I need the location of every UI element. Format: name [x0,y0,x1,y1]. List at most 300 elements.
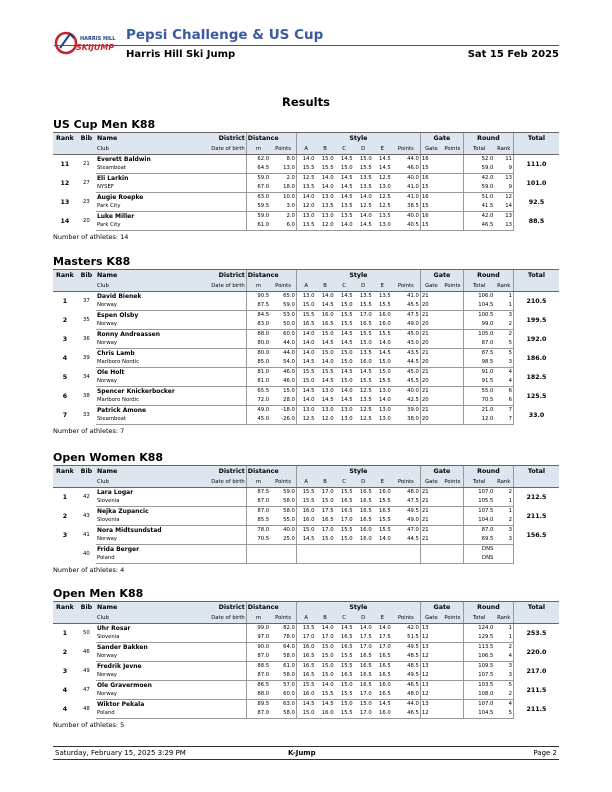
jump-value: 13.5 [315,202,334,212]
jump-value: 21 [420,516,441,526]
jump-value [442,339,463,349]
table-row [53,643,559,653]
jump-value [442,183,463,193]
jump-value: 40.0 [407,388,419,394]
results-section [53,118,559,243]
jump-value: 15.5 [335,652,354,662]
table-row [53,339,559,349]
athlete-club: NYSEF [96,183,246,193]
jump-value: 13.0 [296,406,315,416]
col-sub-m: m [246,613,270,624]
jump-value: 43.0 [392,339,421,349]
jump-value: 64.5 [246,164,270,174]
jump-value [442,709,463,719]
jump-value: 16.5 [354,516,373,526]
jump-value: 12.5 [359,407,372,413]
col-sub-a: A [296,477,315,488]
jump-value: 15 [420,202,441,212]
jump-value: 14.5 [340,194,353,200]
results-heading: Results [282,95,330,109]
athlete-total: 192.0 [513,330,559,349]
jump-value: 14.0 [359,625,372,631]
jump-value: 46.5 [463,221,494,231]
athlete-bib: 38 [83,392,90,399]
jump-value: 14.0 [321,293,334,299]
jump-value: 45.5 [392,377,421,387]
jump-value [373,554,392,564]
col-blank [53,144,77,155]
jump-value: 2.0 [286,175,295,181]
table-row [53,545,559,555]
jump-value [442,415,463,425]
jump-value: 16.5 [315,320,334,330]
venue-name: Harris Hill Ski Jump [126,49,236,60]
jump-value: 43.5 [407,350,419,356]
jump-value: 14.0 [359,213,372,219]
col-sub-round_total: Total [463,281,494,292]
jump-value: 45.0 [407,369,419,375]
col-round: Round [463,133,513,145]
jump-value: 14.5 [296,700,315,710]
jump-value: 16.5 [359,508,372,514]
jump-value: 16.0 [296,507,315,517]
jump-value: 1 [494,497,513,507]
athlete-name: Ole Holt [96,369,125,376]
col-sub-round_rank: Rank [494,144,513,155]
jump-value: 104.0 [463,516,494,526]
jump-value: 87.0 [246,671,270,681]
jump-value [442,221,463,231]
col-sub-gate_sub: Gate [420,613,441,624]
jump-value: 2 [494,690,513,700]
jump-value: 16.5 [359,489,372,495]
jump-value [315,554,334,564]
col-blank [53,477,77,488]
jump-value: 44.5 [392,358,421,368]
jump-value: 16.0 [354,358,373,368]
jump-value: 59.0 [246,174,270,184]
athlete-total: 92.5 [513,193,559,212]
jump-value: 17.0 [321,489,334,495]
athlete-club: Norway [96,671,246,681]
jump-value: 14.5 [296,387,315,397]
jump-value: 12.5 [296,174,315,184]
jump-value [335,545,354,555]
jump-value: 13.0 [321,213,334,219]
athlete-name: Everett Baldwin [96,156,151,163]
jump-value [442,507,463,517]
jump-value: 8.0 [286,156,295,162]
jump-value: 99.0 [463,320,494,330]
jump-value: 49.5 [407,644,419,650]
jump-value: 17.0 [354,709,373,719]
col-style: Style [296,466,420,478]
col-blank [513,144,559,155]
jump-value: 15.0 [335,358,354,368]
results-section [53,255,559,437]
jump-value: 14.0 [296,396,315,406]
jump-value: 51.0 [463,193,494,203]
jump-value: 20 [420,301,441,311]
jump-value [442,377,463,387]
jump-value: 82.0 [283,625,295,631]
jump-value: 13.0 [379,407,391,413]
jump-value: 48.0 [407,489,419,495]
col-blank [77,144,96,155]
jump-value: 20 [420,415,441,425]
col-rank: Rank [53,133,77,145]
table-row [53,183,559,193]
jump-value: 21 [420,292,441,302]
jump-value: 14.5 [379,350,391,356]
jump-value: 48.5 [407,663,419,669]
jump-value: 12 [505,194,512,200]
jump-value: 6.0 [270,221,296,231]
jump-value: 15.0 [340,350,353,356]
jump-value: 16.5 [354,320,373,330]
jump-value: 58.0 [283,508,295,514]
jump-value: 87.5 [246,488,270,498]
jump-value: 15.5 [296,681,315,691]
jump-value: 15.5 [354,301,373,311]
jump-value: 20 [420,377,441,387]
jump-value: 13.5 [296,183,315,193]
jump-value: 12.0 [296,202,315,212]
athlete-total: 211.5 [513,700,559,719]
jump-value: 62.0 [246,155,270,165]
jump-value: 14.5 [340,331,353,337]
table-row [53,292,559,302]
jump-value: 5 [494,709,513,719]
jump-value: 41.5 [463,202,494,212]
jump-value: 5 [494,339,513,349]
jump-value: 46.5 [392,709,421,719]
athlete-name: Ole Gravermoen [96,682,152,689]
table-row [53,349,559,359]
athlete-total: 220.0 [513,643,559,662]
athlete-club: Steamboat [96,164,246,174]
jump-value: 52.0 [463,155,494,165]
jump-value: 13.0 [296,292,315,302]
col-sub-a: A [296,144,315,155]
jump-value: 104.5 [463,301,494,311]
jump-value [442,681,463,691]
athlete-bib: 37 [83,297,90,304]
jump-value: 14.5 [359,369,372,375]
jump-value: 15.5 [340,489,353,495]
jump-value: 13.0 [296,212,315,222]
jump-value: 6 [508,388,512,394]
col-sub-b: B [315,281,334,292]
jump-value: 41.0 [392,183,421,193]
athlete-total: 211.5 [513,681,559,700]
jump-value: 14.5 [335,339,354,349]
jump-value: 49.0 [392,320,421,330]
table-row [53,497,559,507]
jump-value [442,349,463,359]
jump-value: 105.0 [463,330,494,340]
jump-value: 87.5 [463,349,494,359]
jump-value: 85.0 [246,358,270,368]
athlete-club: Steamboat [96,415,246,425]
jump-value [442,387,463,397]
col-distance: Distance [246,602,296,614]
jump-value: 6 [494,396,513,406]
jump-value [246,545,270,555]
table-row [53,652,559,662]
jump-value: 17.0 [335,516,354,526]
jump-value: 42.0 [407,625,419,631]
col-blank [53,613,77,624]
col-sub-round_total: Total [463,613,494,624]
col-sub-round_rank: Rank [494,477,513,488]
jump-value: 69.5 [463,535,494,545]
jump-value [420,554,441,564]
col-sub-b: B [315,144,334,155]
jump-value [442,368,463,378]
col-name: Name [96,602,180,614]
jump-value: 21 [420,526,441,536]
jump-value: 59.0 [463,183,494,193]
jump-value [494,554,513,564]
jump-value: 15.5 [373,301,392,311]
jump-value: 2 [494,516,513,526]
athlete-bib: 40 [83,550,90,557]
athlete-bib: 21 [83,160,90,167]
jump-value: 15.0 [296,377,315,387]
jump-value [442,554,463,564]
jump-value: 15.0 [373,358,392,368]
jump-value: 16.0 [379,489,391,495]
jump-value: 38.5 [392,202,421,212]
athletes-count: Number of athletes: 4 [53,566,125,574]
section-title: Masters K88 [53,255,131,268]
athlete-rank: 5 [62,373,68,381]
harris-hill-logo [54,26,120,60]
jump-value: 15.0 [359,156,372,162]
jump-value: 15.0 [321,331,334,337]
jump-value: 14.5 [315,339,334,349]
jump-value: 13 [505,213,512,219]
jump-value: 45.0 [407,331,419,337]
jump-value: 15 [420,183,441,193]
col-sub-round_total: Total [463,477,494,488]
jump-value: 13.0 [379,388,391,394]
col-blank [77,477,96,488]
athlete-rank: 2 [62,648,68,656]
jump-value: 7 [494,415,513,425]
jump-value: 87.0 [463,526,494,536]
athlete-bib: 36 [83,335,90,342]
jump-value: 14.0 [373,535,392,545]
col-total: Total [513,270,559,282]
col-dob: Date of birth [179,613,246,624]
jump-value: 1 [508,625,512,631]
jump-value: 15.0 [296,526,315,536]
athlete-total: 88.5 [513,212,559,231]
jump-value: 16.5 [296,652,315,662]
col-sub-e: E [373,613,392,624]
jump-value: 4 [508,369,512,375]
athlete-rank: 2 [62,512,68,520]
table-row [53,212,559,222]
jump-value [442,301,463,311]
jump-value: 16.5 [335,671,354,681]
jump-value [442,320,463,330]
col-sub-points: Points [392,613,421,624]
jump-value: 129.5 [463,633,494,643]
athlete-club: Norway [96,320,246,330]
jump-value: 16.0 [296,516,315,526]
jump-value: 4 [494,377,513,387]
col-style: Style [296,270,420,282]
jump-value: 13 [420,643,441,653]
jump-value: 40.0 [407,175,419,181]
jump-value: 15.0 [315,535,334,545]
athlete-club: Slovenia [96,497,246,507]
jump-value [442,497,463,507]
jump-value: 15.5 [354,164,373,174]
athlete-club: Norway [96,301,246,311]
jump-value: 16 [420,155,441,165]
col-bib: Bib [77,466,96,478]
jump-value: 81.0 [246,377,270,387]
col-club: Club [96,144,180,155]
jump-value: 106.5 [463,652,494,662]
jump-value: 14.0 [296,330,315,340]
jump-value [442,488,463,498]
athlete-rank: 6 [62,392,68,400]
athlete-name: Sander Bakken [96,644,148,651]
athlete-total: 186.0 [513,349,559,368]
col-sub-e: E [373,281,392,292]
jump-value: 21 [420,387,441,397]
jump-value: 45.5 [392,301,421,311]
jump-value: 18.0 [270,183,296,193]
jump-value: 15.0 [315,652,334,662]
col-total: Total [513,133,559,145]
jump-value: 16.0 [321,312,334,318]
jump-value [392,554,421,564]
jump-value: 4 [508,701,512,707]
col-sub-points: Points [442,613,463,624]
jump-value: 45.0 [246,415,270,425]
jump-value: 21 [420,406,441,416]
col-distance: Distance [246,270,296,282]
jump-value: 105.5 [463,497,494,507]
jump-value [442,212,463,222]
table-row [53,396,559,406]
jump-value: 14.0 [321,682,334,688]
footer-center: K-Jump [288,749,316,757]
jump-value: 17.0 [321,527,334,533]
col-sub-points: Points [442,281,463,292]
jump-value: 44.0 [270,339,296,349]
jump-value: 48.0 [392,690,421,700]
jump-value: 15.0 [321,663,334,669]
athlete-total: 211.5 [513,507,559,526]
jump-value: 39.0 [407,407,419,413]
jump-value: 15.5 [354,377,373,387]
jump-value: 58.0 [270,497,296,507]
jump-value: 14.5 [379,701,391,707]
col-sub-points: Points [392,144,421,155]
section-title: Open Men K88 [53,587,144,600]
jump-value: 42.0 [463,174,494,184]
jump-value: 14.0 [296,155,315,165]
jump-value: 14.0 [296,349,315,359]
footer-page: Page 2 [533,749,557,757]
table-row [53,202,559,212]
jump-value: 15.5 [315,690,334,700]
col-rank: Rank [53,602,77,614]
jump-value: 84.5 [246,311,270,321]
col-sub-a: A [296,281,315,292]
jump-value: 16.0 [373,320,392,330]
athletes-count: Number of athletes: 5 [53,721,125,729]
jump-value: 106.0 [463,292,494,302]
jump-value: 50.0 [270,320,296,330]
athlete-club: Park City [96,221,246,231]
jump-value: 15.0 [296,301,315,311]
jump-value [442,633,463,643]
col-sub-gate_sub: Gate [420,477,441,488]
col-bib: Bib [77,133,96,145]
athlete-name: Augie Roepke [96,194,144,201]
jump-value: 16.0 [379,312,391,318]
jump-value: 61.0 [246,221,270,231]
jump-value: 15.5 [373,516,392,526]
jump-value: 87.0 [246,497,270,507]
jump-value: 16.5 [373,690,392,700]
col-sub-m: m [246,281,270,292]
jump-value: 67.0 [246,183,270,193]
col-round: Round [463,466,513,478]
jump-value: 59.0 [283,489,295,495]
jump-value: 15.5 [335,320,354,330]
jump-value: 15.5 [379,527,391,533]
jump-value: 16.5 [354,497,373,507]
jump-value: 61.0 [283,663,295,669]
jump-value: 21 [420,535,441,545]
jump-value: 49.5 [392,671,421,681]
jump-value: 49.0 [246,406,270,416]
jump-value: 38.0 [392,415,421,425]
jump-value: 12 [420,671,441,681]
col-name: Name [96,270,180,282]
jump-value: 14.5 [379,156,391,162]
jump-value: 17.0 [359,644,372,650]
jump-value: 15.0 [335,377,354,387]
jump-value: 14.0 [321,625,334,631]
col-sub-e: E [373,144,392,155]
jump-value: 46.0 [270,377,296,387]
jump-value: 44.5 [392,535,421,545]
jump-value: 81.0 [246,368,270,378]
athlete-total: 212.5 [513,488,559,507]
athlete-bib: 41 [83,531,90,538]
athlete-bib: 33 [83,411,90,418]
jump-value: 2 [508,331,512,337]
athlete-name: Luke Miller [96,213,135,220]
jump-value: 2.0 [286,213,295,219]
jump-value: 64.0 [283,644,295,650]
col-rank: Rank [53,270,77,282]
jump-value: 99.0 [246,624,270,634]
table-row [53,624,559,634]
jump-value: 14.5 [315,377,334,387]
jump-value [296,554,315,564]
